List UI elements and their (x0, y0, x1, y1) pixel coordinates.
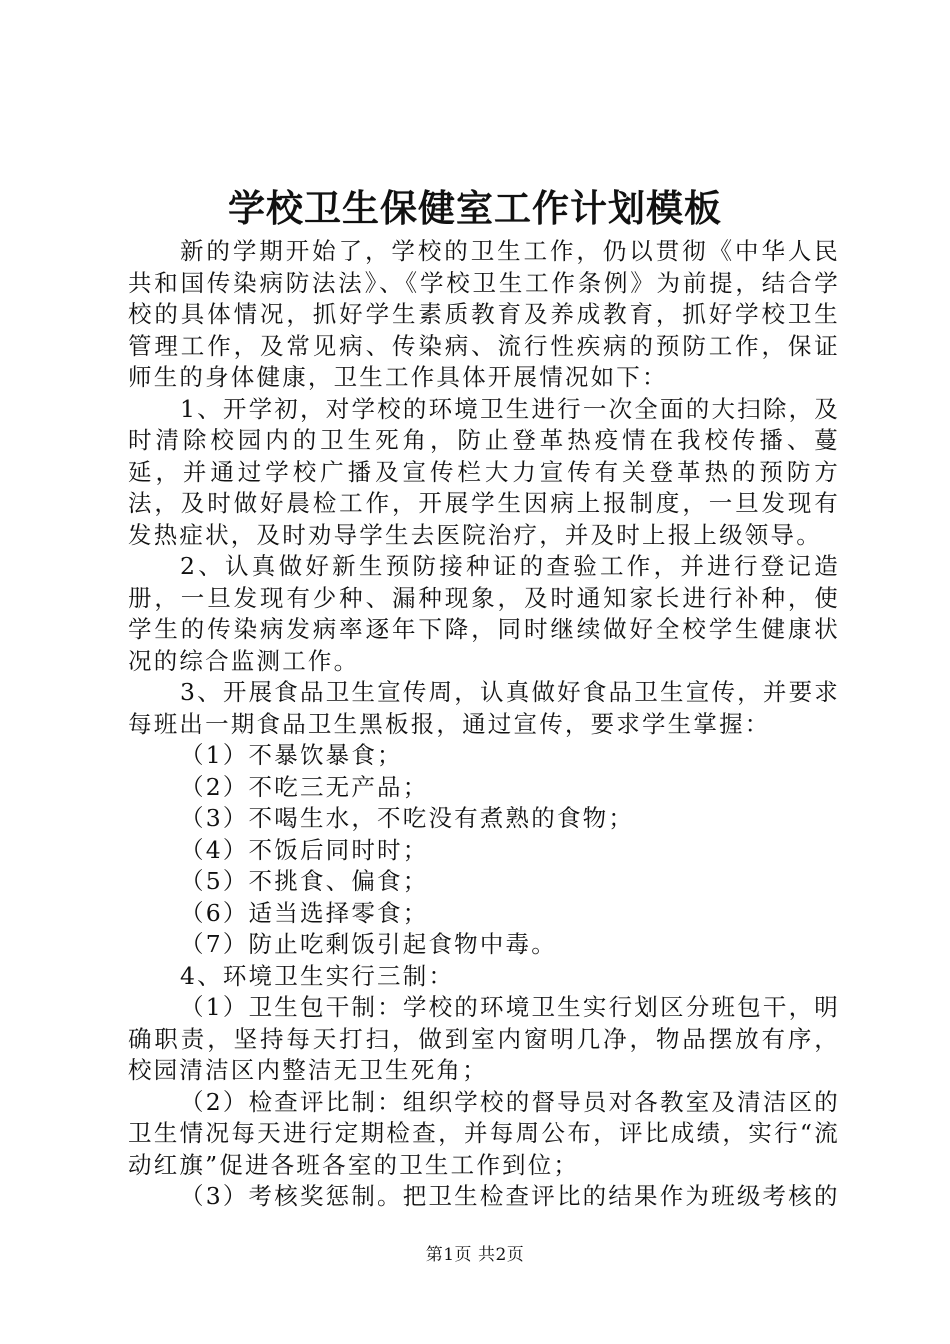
food-rule-7: （7）防止吃剩饭引起食物中毒。 (180, 930, 557, 958)
page-footer: 第1页 共2页 (425, 1245, 525, 1265)
food-rule-3: （3）不喝生水，不吃没有煮熟的食物； (180, 804, 635, 832)
item-2-paragraph: 2、认真做好新生预防接种证的查验工作，并进行登记造册，一旦发现有少种、漏种现象，及时通知家长进行补种，使学生的传染病发病率逐年下降，同时继续做好全校学生健康状况的综合监测工作。 (128, 552, 840, 675)
sanitation-rule-1: （1）卫生包干制：学校的环境卫生实行划区分班包干，明确职责，坚持每天打扫，做到室内窗明几净，物品摆放有序，校园清洁区内整洁无卫生死角； (128, 993, 840, 1084)
document-body (128, 236, 840, 1213)
item-3-paragraph: 3、开展食品卫生宣传周，认真做好食品卫生宣传，并要求每班出一期食品卫生黑板报，通过宣传，要求学生掌握： (128, 678, 840, 738)
food-rule-1: （1）不暴饮暴食； (180, 741, 403, 769)
item-4-paragraph: 4、环境卫生实行三制： (180, 961, 455, 990)
food-rule-6: （6）适当选择零食； (180, 898, 429, 927)
item-1-paragraph: 1、开学初，对学校的环境卫生进行一次全面的大扫除，及时清除校园内的卫生死角，防止登革热疫情在我校传播、蔓延，并通过学校广播及宣传栏大力宣传有关登革热的预防方法，及时做好晨检工作，开展学生因病上报制度，一旦发现有发热症状，及时劝导学生去医院治疗，并及时上报上级领导。 (128, 394, 840, 549)
sanitation-rule-3: （3）考核奖惩制。把卫生检查评比的结果作为班级考核的 (180, 1182, 840, 1210)
intro-paragraph: 新的学期开始了，学校的卫生工作，仍以贯彻《中华人民共和国传染病防法法》、《学校卫生工作条例》为前提，结合学校的具体情况，抓好学生素质教育及养成教育，抓好学校卫生管理工作，及常见病、传染病、流行性疾病的预防工作，保证师生的身体健康，卫生工作具体开展情况如下： (128, 237, 840, 391)
document-title: 学校卫生保健室工作计划模板 (228, 186, 722, 230)
food-rule-5: （5）不挑食、偏食； (180, 867, 429, 895)
food-rule-2: （2）不吃三无产品； (180, 772, 429, 801)
sanitation-rule-2: （2）检查评比制：组织学校的督导员对各教室及清洁区的卫生情况每天进行定期检查，并每周公布，评比成绩，实行“流动红旗”促进各班各室的卫生工作到位； (128, 1087, 840, 1179)
food-rule-4: （4）不饭后同时时； (180, 835, 429, 864)
